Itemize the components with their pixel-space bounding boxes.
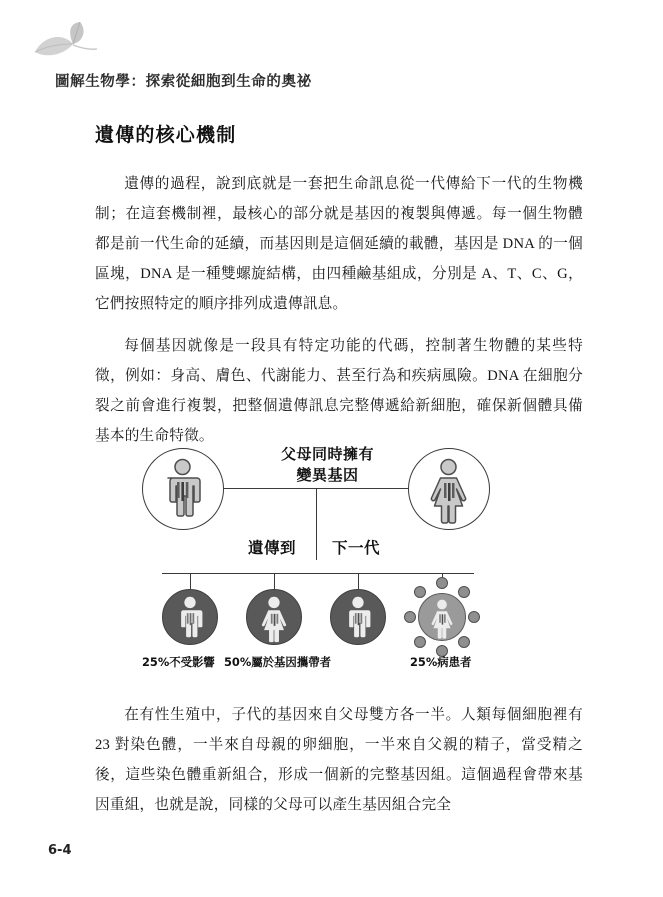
germ-dot-w — [404, 611, 416, 623]
paragraph-3: 在有性生殖中，子代的基因來自父母雙方各一半。人類每個細胞裡有 23 對染色體，一半來自母親的卵細胞，一半來自父親的精子，當受精之後，這些染色體重新組合，形成一個新的完整基因組。這個過程會帶來基因重組，也就是說，同樣的父母可以產生基因組合完全 — [95, 707, 583, 813]
page-header — [0, 22, 663, 90]
generation-label: 下一代 — [332, 539, 381, 557]
child-4 — [414, 589, 470, 645]
child-4-label: 25%病患者 — [410, 655, 472, 669]
child-drop-line-2 — [274, 573, 275, 589]
leaf-branch-icon — [33, 22, 99, 64]
section-title: 遺傳的核心機制 — [95, 124, 237, 146]
paragraph-2: 每個基因就像是一段具有特定功能的代碼，控制著生物體的某些特徵，例如：身高、膚色、代謝能力、甚至行為和疾病風險。DNA 在細胞分裂之前會進行複製，把整個遺傳訊息完整傳遞給新細胞，確保新個體具備基本的生命特徵。 — [95, 338, 583, 444]
child-2-label: 50%屬於基因攜帶者 — [224, 655, 331, 669]
inherit-label: 遺傳到 — [248, 539, 297, 557]
child-1 — [162, 589, 218, 645]
female-figure-icon — [246, 589, 302, 645]
child-drop-line-1 — [190, 573, 191, 589]
page-number: 6-4 — [48, 843, 72, 858]
male-figure-icon — [330, 589, 386, 645]
child-1-label: 25%不受影響 — [142, 655, 215, 669]
germ-dot-e — [468, 611, 480, 623]
child-3 — [330, 589, 386, 645]
figure-center-label-line1: 父母同時擁有 — [280, 445, 374, 463]
figure-center-label — [240, 444, 415, 486]
parents-vertical-connector — [316, 488, 317, 560]
female-figure-icon — [418, 593, 466, 641]
male-figure-icon — [143, 449, 222, 528]
article-body-tail — [95, 700, 583, 832]
article-body — [95, 120, 583, 463]
paragraph-1: 遺傳的過程，說到底就是一套把生命訊息從一代傳給下一代的生物機制；在這套機制裡，最核心的部分就是基因的複製與傳遞。每一個生物體都是前一代生命的延續，而基因則是這個延續的載體，基因是 DNA 的一個區塊，DNA 是一種雙螺旋結構，由四種鹼基組成，分別是 A、T、C、G，它們按照特定的順序排列成遺傳訊息。 — [95, 176, 583, 312]
female-figure-icon — [409, 449, 488, 528]
book-title: 圖解生物學：探索從細胞到生命的奧祕 — [55, 74, 312, 90]
germ-dot-n — [436, 577, 448, 589]
child-2 — [246, 589, 302, 645]
figure-center-label-line2: 變異基因 — [296, 466, 359, 484]
child-drop-line-3 — [358, 573, 359, 589]
male-figure-icon — [162, 589, 218, 645]
inheritance-diagram — [120, 440, 540, 690]
parent-mother-circle — [408, 448, 490, 530]
children-bus-line — [162, 573, 474, 574]
parent-father-circle — [142, 448, 224, 530]
